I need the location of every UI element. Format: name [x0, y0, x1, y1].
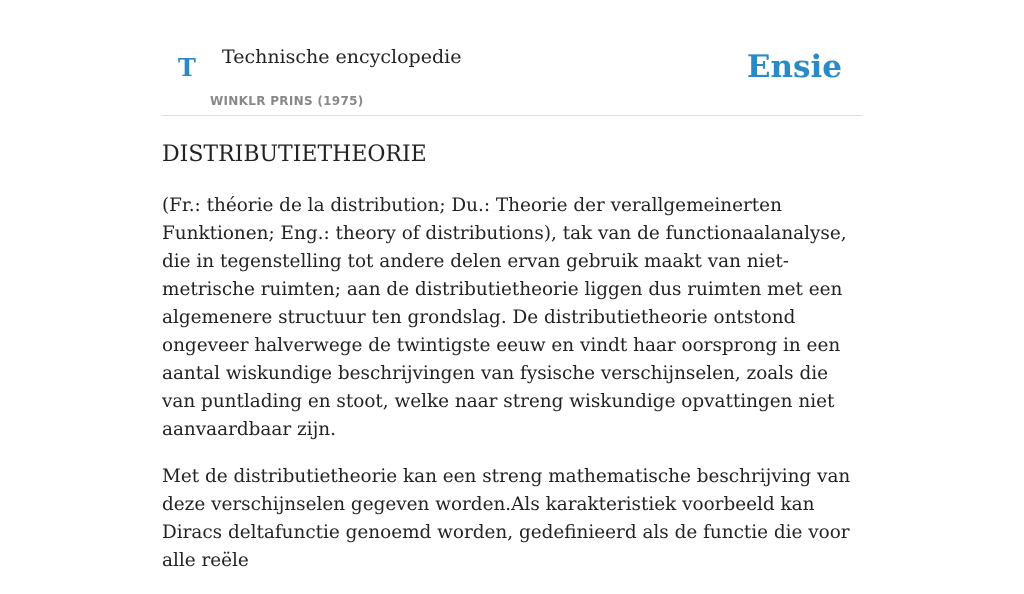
article-paragraph: (Fr.: théorie de la distribution; Du.: Theorie der verallgemeinerten Funktionen; Eng.: theory of distributions), tak van de functionaalanalyse, die in tegenstelling tot andere delen ervan gebruik maakt van niet-metrische ruimten; aan de distributietheorie liggen dus ruimten met een algemenere structuur ten grondslag. De distributietheorie ontstond ongeveer halverwege de twintigste eeuw en vindt haar oorsprong in een aantal wiskundige beschrijvingen van fysische verschijnselen, zoals die van puntlading en stoot, welke naar streng wiskundige opvattingen niet aanvaardbaar zijn. — [162, 195, 847, 440]
publication-source: WINKLR PRINS (1975) — [210, 94, 364, 108]
header — [162, 0, 862, 116]
publication-title[interactable]: Technische encyclopedie — [222, 46, 462, 68]
publication-logo[interactable]: T — [178, 53, 196, 82]
article-title: DISTRIBUTIETHEORIE — [162, 142, 427, 167]
article-body — [162, 192, 862, 594]
article-paragraph: Met de distributietheorie kan een streng mathematische beschrijving van deze verschijnselen gegeven worden.Als karakteristiek voorbeeld kan Diracs deltafunctie genoemd worden, gedefinieerd als de functie die voor alle reële — [162, 466, 851, 571]
ensie-logo[interactable]: Ensie — [746, 49, 842, 85]
